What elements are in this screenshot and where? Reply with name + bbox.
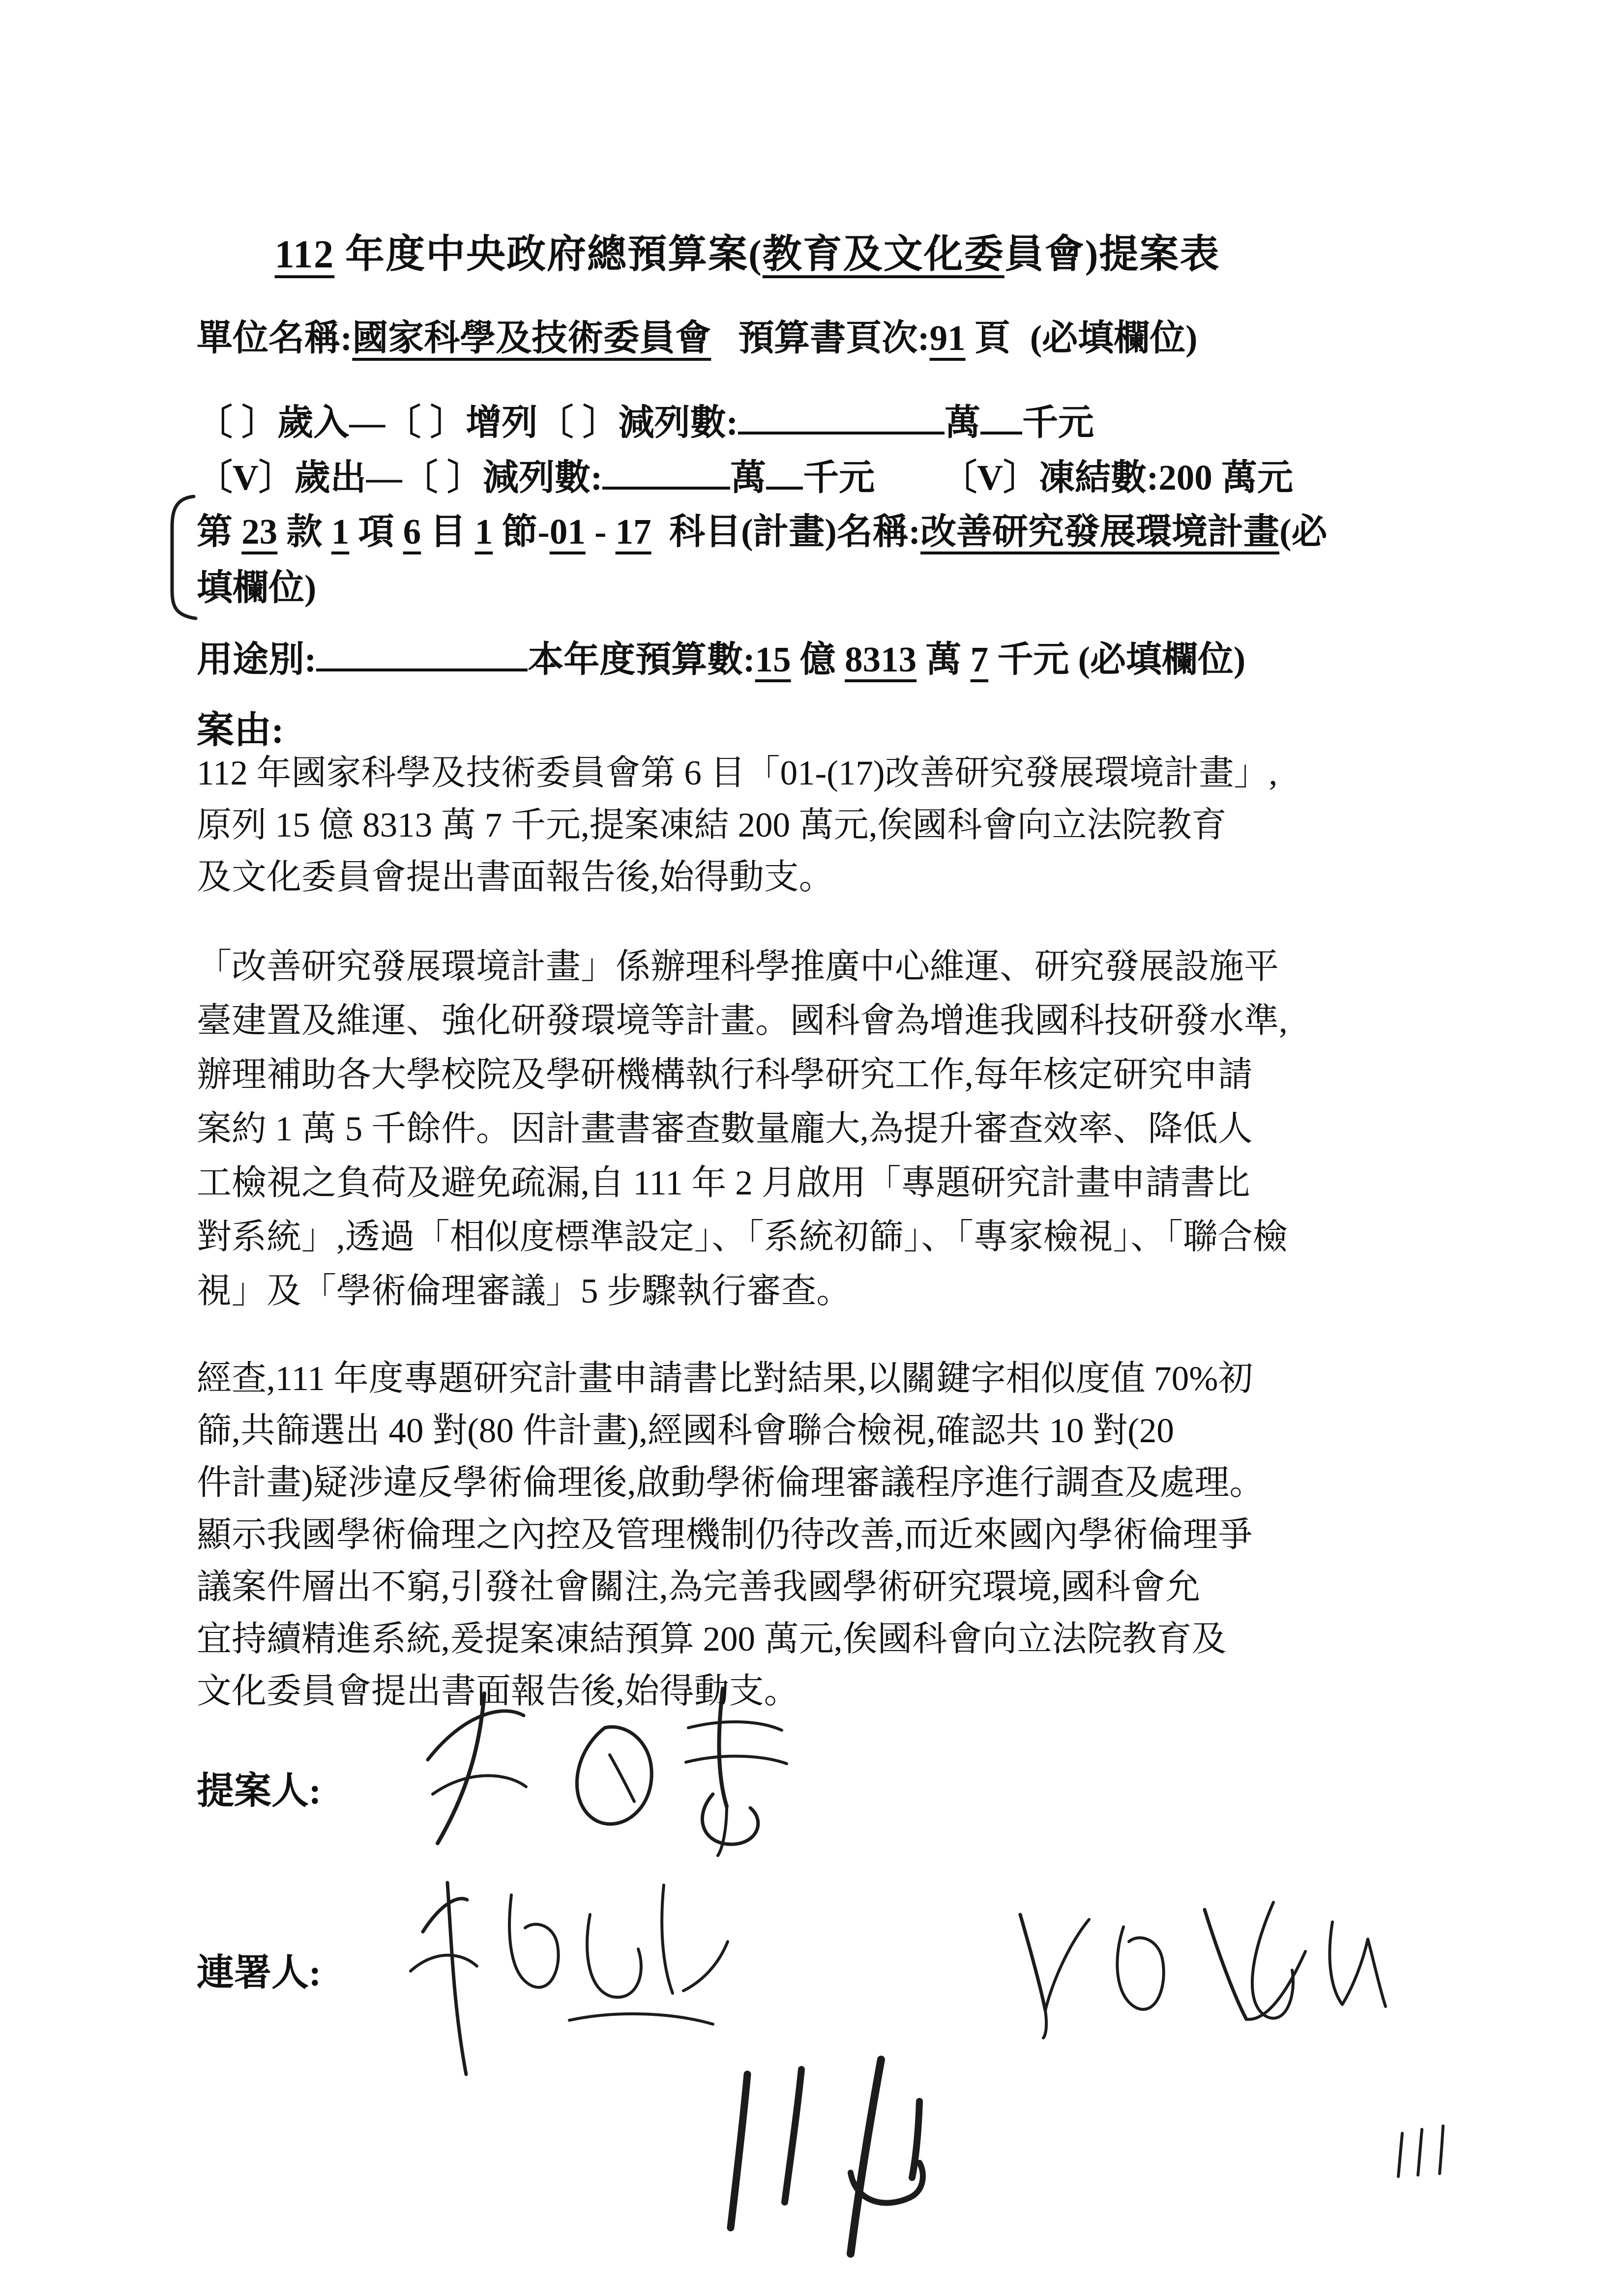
unit-label: 單位名稱:: [197, 318, 353, 358]
proposer-label: 提案人:: [197, 1771, 322, 1812]
left-bracket-mark: [165, 494, 200, 621]
budget-text: 千元: [988, 639, 1078, 679]
case-paragraph-3: [197, 1353, 1264, 1717]
paragraph-line: 對系統」,透過「相似度標準設定」、「系統初篩」、「專家檢視」、「聯合檢: [197, 1218, 1288, 1256]
title-committee: 教育及文化委: [762, 233, 1004, 276]
item-text: (必: [1279, 512, 1328, 552]
budget-page-unit: 頁: [965, 318, 1010, 358]
paragraph-line: 112 年國家科學及技術委員會第 6 目「01-(17)改善研究發展環境計畫」,: [197, 754, 1278, 792]
item-text: 第: [197, 512, 242, 552]
required-note: (必填欄位): [1030, 318, 1198, 358]
page-title: [0, 222, 1495, 279]
revenue-thousand-blank: [980, 426, 1022, 435]
item-text: 款: [277, 512, 331, 552]
handwritten-page-number: [688, 2055, 964, 2261]
revenue-wan: 萬: [945, 403, 981, 442]
item-line-wrap: [197, 558, 316, 610]
paragraph-line: 案約 1 萬 5 千餘件。因計畫書審查數量龐大,為提升審查效率、降低人: [197, 1110, 1253, 1148]
paragraph-line: 議案件層出不窮,引發社會關注,為完善我國學術研究環境,國科會允: [197, 1568, 1201, 1606]
budget-amount-label: 本年度預算數:: [528, 639, 755, 679]
subject-name-label: 科目(計畫)名稱:: [651, 512, 921, 552]
required-note-2: (必填欄位): [1078, 639, 1246, 679]
paragraph-line: 視」及「學術倫理審議」5 步驟執行審查。: [197, 1272, 852, 1310]
case-paragraph-2: [197, 940, 1288, 1318]
budget-wan-value: 8313: [845, 639, 917, 679]
kuan-number: 23: [241, 512, 278, 552]
budget-text: 萬: [916, 639, 971, 679]
cosigner-signature-1: [388, 1868, 772, 2084]
budget-page-value: 91: [929, 318, 966, 358]
purpose-line: [197, 630, 1245, 682]
paragraph-line: 件計畫)疑涉違反學術倫理後,啟動學術倫理審議程序進行調查及處理。: [197, 1464, 1265, 1502]
case-subject-label: 案由:: [197, 710, 284, 751]
paragraph-line: 辦理補助各大學校院及學研機構執行科學研究工作,每年核定研究申請: [197, 1056, 1253, 1094]
revenue-qianyuan: 千元: [1022, 403, 1094, 442]
expenditure-line: [197, 448, 1293, 500]
title-tail: 員會)提案表: [1004, 233, 1220, 276]
paragraph-line: 工檢視之負荷及避免疏漏,自 111 年 2 月啟用「專題研究計畫申請書比: [197, 1164, 1250, 1202]
section-number-a: 01: [549, 512, 586, 552]
paragraph-line: 經查,111 年度專題研究計畫申請書比對結果,以關鍵字相似度值 70%初: [197, 1360, 1253, 1398]
expenditure-checkbox-text: 〔V〕歲出—〔 〕減列數:: [197, 458, 603, 497]
paragraph-line: 及文化委員會提出書面報告後,始得動支。: [197, 858, 834, 897]
unit-line: [197, 309, 1198, 360]
revenue-amount-blank: [738, 426, 945, 435]
expenditure-thousand-blank: [766, 481, 803, 490]
paragraph-line: 篩,共篩選出 40 對(80 件計畫),經國科會聯合檢視,確認共 10 對(20: [197, 1412, 1174, 1450]
paragraph-line: 文化委員會提出書面報告後,始得動支。: [197, 1672, 799, 1711]
freeze-amount-text: 〔V〕凍結數:200 萬元: [941, 458, 1294, 497]
item-line: [197, 502, 1327, 554]
cosigner-signature-2: [998, 1892, 1401, 2045]
expenditure-wan: 萬: [730, 458, 767, 497]
handwritten-corner-mark: [1391, 2119, 1465, 2182]
budget-page-label: 預算書頁次:: [738, 318, 930, 358]
revenue-checkbox-text: 〔 〕歲入—〔 〕增列〔 〕減列數:: [197, 403, 738, 442]
plan-name: 改善研究發展環境計畫: [920, 512, 1280, 552]
budget-yi-value: 15: [755, 639, 791, 679]
item-text: 節-: [493, 512, 550, 552]
paragraph-line: 顯示我國學術倫理之內控及管理機制仍待改善,而近來國內學術倫理爭: [197, 1516, 1253, 1554]
jie-number: 1: [474, 512, 493, 552]
paragraph-line: 宜持續精進系統,爰提案凍結預算 200 萬元,俟國科會向立法院教育及: [197, 1620, 1227, 1658]
paragraph-line: 原列 15 億 8313 萬 7 千元,提案凍結 200 萬元,俟國科會向立法院教育: [197, 806, 1227, 844]
xiang-number: 1: [331, 512, 350, 552]
revenue-line: [197, 393, 1094, 445]
item-text: 項: [349, 512, 403, 552]
purpose-blank: [316, 663, 528, 671]
unit-name: 國家科學及技術委員會: [352, 318, 711, 358]
title-mid: 年度中央政府總預算案(: [334, 233, 763, 276]
item-text: 目: [421, 512, 475, 552]
item-text: -: [585, 512, 616, 552]
mu-number: 6: [403, 512, 421, 552]
cosigner-label: 連署人:: [197, 1952, 322, 1994]
purpose-label: 用途別:: [197, 639, 317, 679]
paragraph-line: 臺建置及維運、強化研發環境等計畫。國科會為增進我國科技研發水準,: [197, 1002, 1288, 1040]
expenditure-qianyuan: 千元: [803, 458, 875, 497]
item-wrap-text: 填欄位): [197, 568, 317, 608]
section-number-b: 17: [615, 512, 651, 552]
budget-text: 億: [791, 639, 845, 679]
proposer-signature: [398, 1681, 865, 1858]
paragraph-line: 「改善研究發展環境計畫」係辦理科學推廣中心維運、研究發展設施平: [197, 948, 1279, 986]
budget-qian-value: 7: [970, 639, 989, 679]
title-year: 112: [274, 233, 335, 276]
case-paragraph-1: [197, 747, 1277, 903]
expenditure-amount-blank: [602, 481, 730, 490]
